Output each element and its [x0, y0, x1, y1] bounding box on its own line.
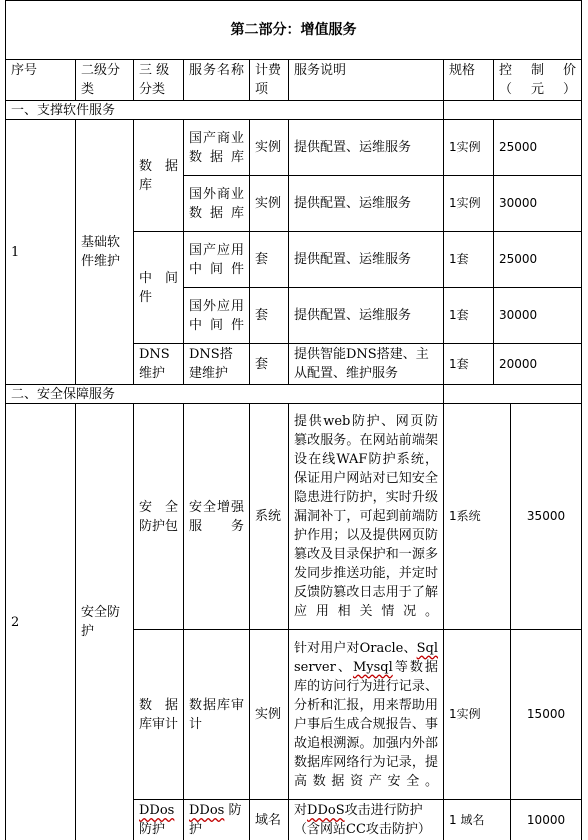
section-empty: [444, 385, 582, 404]
row-price: 25000: [494, 120, 582, 176]
row-billing: 实例: [250, 120, 289, 176]
row-spec: 1套: [444, 232, 494, 288]
row-service-name: 国产应用中间件: [184, 232, 250, 288]
header-row: [6, 60, 582, 101]
spellcheck-word: Sql: [417, 641, 438, 656]
spellcheck-word: Mysql: [353, 660, 393, 675]
row-spec: 1 域名: [444, 800, 511, 840]
row-level3: 数 据 库: [134, 120, 184, 232]
level3-protect: 防护: [139, 822, 165, 837]
section-label: 二、安全保障服务: [6, 385, 444, 404]
row-description: 提供配置、运维服务: [289, 120, 444, 176]
row-price: 20000: [494, 344, 582, 385]
header-billing: 计费项: [250, 60, 289, 101]
row-level3: 数 据 库审计: [134, 630, 184, 800]
row-description: [289, 800, 444, 840]
desc-part: 针对用户对Oracle、: [294, 641, 417, 656]
table-row: [6, 120, 582, 176]
section-empty: [444, 101, 582, 120]
row-level2: 基础软件维护: [76, 120, 134, 385]
name-protect: 防护: [189, 803, 241, 837]
row-service-name: 国产商业数据库: [184, 120, 250, 176]
row-spec: 1实例: [444, 176, 494, 232]
header-level2: 二级分类: [76, 60, 134, 101]
row-service-name: DNS搭建维护: [184, 344, 250, 385]
row-billing: 系统: [250, 404, 289, 630]
desc-part: 攻击进行防护（含网站: [294, 803, 423, 837]
row-description: 提供配置、运维服务: [289, 176, 444, 232]
section-label: 一、支撑软件服务: [6, 101, 444, 120]
row-level3: DNS维护: [134, 344, 184, 385]
row-billing: 套: [250, 288, 289, 344]
row-service-name: 数据库审计: [184, 630, 250, 800]
row-spec: 1系统: [444, 404, 511, 630]
row-service-name: 安全增强服务: [184, 404, 250, 630]
header-service-name: 服务名称: [184, 60, 250, 101]
row-price: 25000: [494, 232, 582, 288]
header-price: 控 制 价（元）: [494, 60, 582, 101]
row-description: [289, 630, 444, 800]
row-description: 提供配置、运维服务: [289, 288, 444, 344]
service-table-document: [5, 0, 582, 840]
header-description: 服务说明: [289, 60, 444, 101]
table-row: [6, 404, 582, 630]
desc-part: 对: [294, 803, 307, 818]
row-description: 提供智能DNS搭建、主从配置、维护服务: [289, 344, 444, 385]
row-billing: 套: [250, 344, 289, 385]
row-spec: 1实例: [444, 630, 511, 800]
row-service-name: [184, 800, 250, 840]
header-level3: 三 级 分类: [134, 60, 184, 101]
section-row: [6, 385, 582, 404]
header-spec: 规格: [444, 60, 494, 101]
desc-part: server、: [294, 660, 353, 675]
page-title: 第二部分：增值服务: [6, 1, 582, 60]
row-spec: 1套: [444, 288, 494, 344]
row-price: 10000: [511, 800, 582, 840]
row-description: 提供web防护、网页防篡改服务。在网站前端架设在线WAF防护系统，保证用户网站对已知安全隐患进行防护，实时升级漏洞补丁，可起到前端防护作用；以及提供网页防篡改及目录保护和一源多发同步推送功能，并定时反馈防篡改日志用于了解应用相关情况。: [289, 404, 444, 630]
row-billing: 套: [250, 232, 289, 288]
row-billing: 实例: [250, 176, 289, 232]
row-billing: 实例: [250, 630, 289, 800]
row-service-name: 国外商业数据库: [184, 176, 250, 232]
row-price: 30000: [494, 288, 582, 344]
title-row: [6, 1, 582, 60]
row-price: 35000: [511, 404, 582, 630]
row-description: 提供配置、运维服务: [289, 232, 444, 288]
desc-part: 等数据库的访问行为进行记录、分析和汇报，用来帮助用户事后生成合规报告、事故追根溯源。加强内外部数据库网络行为记录，提高数据资产安全。: [294, 660, 438, 789]
row-level3: 安 全 防护包: [134, 404, 184, 630]
desc-part: CC: [346, 822, 366, 837]
desc-part: 攻击防护）: [366, 822, 431, 837]
level3-ddos: DDos: [139, 803, 174, 818]
row-level3: 中 间 件: [134, 232, 184, 344]
row-level2: 安全防护: [76, 404, 134, 840]
row-no: 1: [6, 120, 76, 385]
section-row: [6, 101, 582, 120]
row-billing: 域名: [250, 800, 289, 840]
name-ddos: DDos: [189, 803, 224, 818]
header-no: 序号: [6, 60, 76, 101]
spellcheck-word: DDoS: [307, 803, 345, 818]
row-no: 2: [6, 404, 76, 840]
row-service-name: 国外应用中间件: [184, 288, 250, 344]
row-spec: 1套: [444, 344, 494, 385]
row-level3: [134, 800, 184, 840]
row-price: 15000: [511, 630, 582, 800]
row-spec: 1实例: [444, 120, 494, 176]
service-table: [5, 0, 582, 840]
row-price: 30000: [494, 176, 582, 232]
